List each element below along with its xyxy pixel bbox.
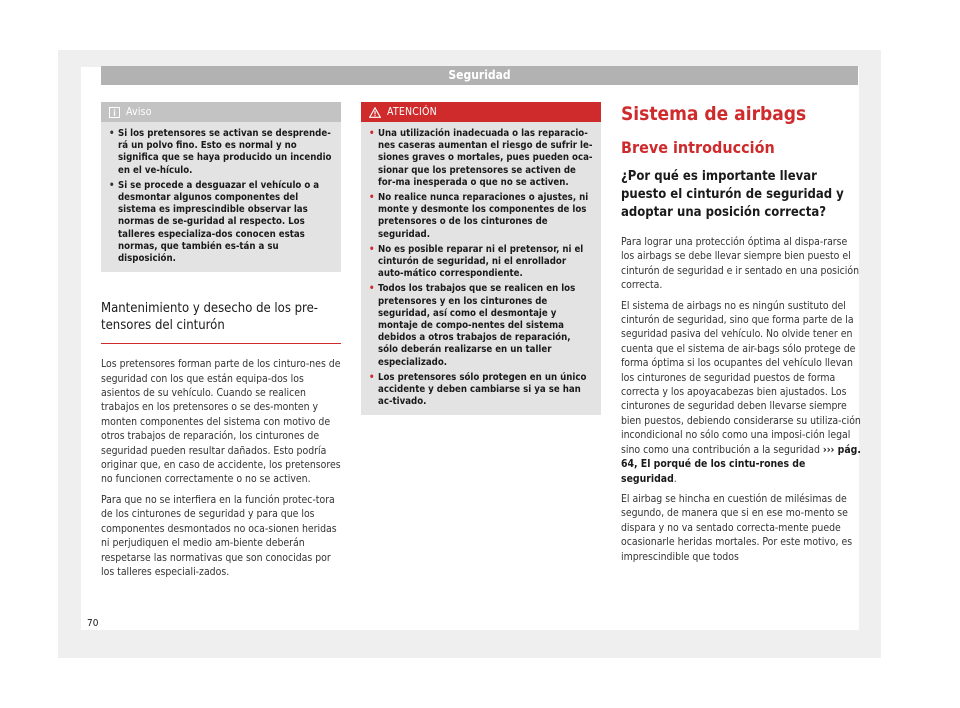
paragraph: El sistema de airbags no es ningún sustituto del cinturón de seguridad, sino que forma parte de la seguridad pasiva del vehículo. No olvide tener en cuenta que el sistema de air-bags sólo protege de forma óptima si los ocupantes del vehículo llevan los cinturones de seguridad puestos de forma correcta y los apoyacabezas bien ajustados. Los cinturones de seguridad deben llevarse siempre bien puestos, debiendo considerarse su utiliza-ción incondicional no sólo como una imposi-ción legal sino como una contribución a la seguridad ››› pág. 64, El porqué de los cintu-rones de seguridad. <box>621 299 861 485</box>
aviso-label: Aviso <box>126 106 152 118</box>
atencion-header <box>361 102 601 122</box>
paragraph: Para lograr una protección óptima al dispa-rarse los airbags se debe llevar siempre bien puesto el cinturón de seguridad e ir sentado en una posición correcta. <box>621 236 860 292</box>
list-item: • Si los pretensores se activan se desprende-rá un polvo fino. Esto es normal y no significa que se haya producido un incendio en el ve-hículo. <box>109 128 332 176</box>
section-header: Seguridad <box>101 66 858 85</box>
section-title: Breve introducción <box>621 138 775 157</box>
page-reference-link[interactable]: ››› pág. 64, El porqué de los cintu-rones de seguridad <box>621 443 861 485</box>
list-item: • Todos los trabajos que se realicen en los pretensores y en los cinturones de seguridad, así como el desmontaje y montaje de compo-nentes del sistema debidos a otros trabajos de reparación, sólo deberán realizarse en un taller especializado. <box>369 283 576 368</box>
paragraph: Para que no se interfiera en la función protec-tora de los cinturones de seguridad y para que los componentes desmontados no oca-sionen heridas ni perjudiquen el medio am-biente deberán respetarse las normativas que son conocidas por los talleres especiali-zados. <box>101 493 337 578</box>
subsection-title: ¿Por qué es importante llevar puesto el cinturón de seguridad y adoptar una posición correcta? <box>621 169 844 220</box>
list-item: • Una utilización inadecuada o las reparacio-nes caseras aumentan el riesgo de sufrir le-siones graves o mortales, pues pueden oca-sionar que los pretensores se activen de for-ma inesperada o que no se activen. <box>369 128 593 188</box>
atencion-box <box>361 102 601 415</box>
aviso-list <box>109 128 333 265</box>
section-heading: Mantenimiento y desecho de los pre-tensores del cinturón <box>101 301 319 334</box>
atencion-list <box>369 128 593 408</box>
heading-rule <box>101 343 341 344</box>
aviso-header <box>101 102 341 122</box>
list-item: • No es posible reparar ni el pretensor, ni el cinturón de seguridad, ni el enrollador auto-mático correspondiente. <box>369 243 584 280</box>
list-item: • Los pretensores sólo protegen en un único accidente y deben cambiarse si ya se han ac-tivado. <box>369 371 587 408</box>
info-icon <box>109 107 120 118</box>
list-item: • Si se procede a desguazar el vehículo o a desmontar algunos componentes del sistema es imprescindible observar las normas de se-guridad al respecto. Los talleres especializa-dos conocen estas normas, que también es-tán a su disposición. <box>109 179 320 265</box>
middle-column <box>361 102 601 415</box>
page-number: 70 <box>87 618 99 629</box>
chapter-title: Sistema de airbags <box>621 103 807 125</box>
atencion-label: ATENCIÓN <box>387 106 437 118</box>
right-column <box>621 102 861 570</box>
left-column <box>101 102 341 585</box>
list-item: • No realice nunca reparaciones o ajustes, ni monte y desmonte los componentes de los pretensores o de los cinturones de seguridad. <box>369 192 589 240</box>
warning-triangle-icon <box>369 107 381 118</box>
paragraph: Los pretensores forman parte de los cinturo-nes de seguridad con los que están equipa-dos los asientos de su vehículo. Cuando se realicen trabajos en los pretensores o se des-monten y monten componentes del sistema con motivo de otros trabajos de reparación, los cinturones de seguridad pueden resultar dañados. Esto podría originar que, en caso de accidente, los pretensores no funcionen correctamente o no se activen. <box>101 358 341 486</box>
paragraph: El airbag se hincha en cuestión de milésimas de segundo, de manera que si en ese mo-mento se dispara y no va sentado correcta-mente puede ocasionarle heridas mortales. Por este motivo, es imprescindible que todos <box>621 492 853 563</box>
aviso-box <box>101 102 341 272</box>
